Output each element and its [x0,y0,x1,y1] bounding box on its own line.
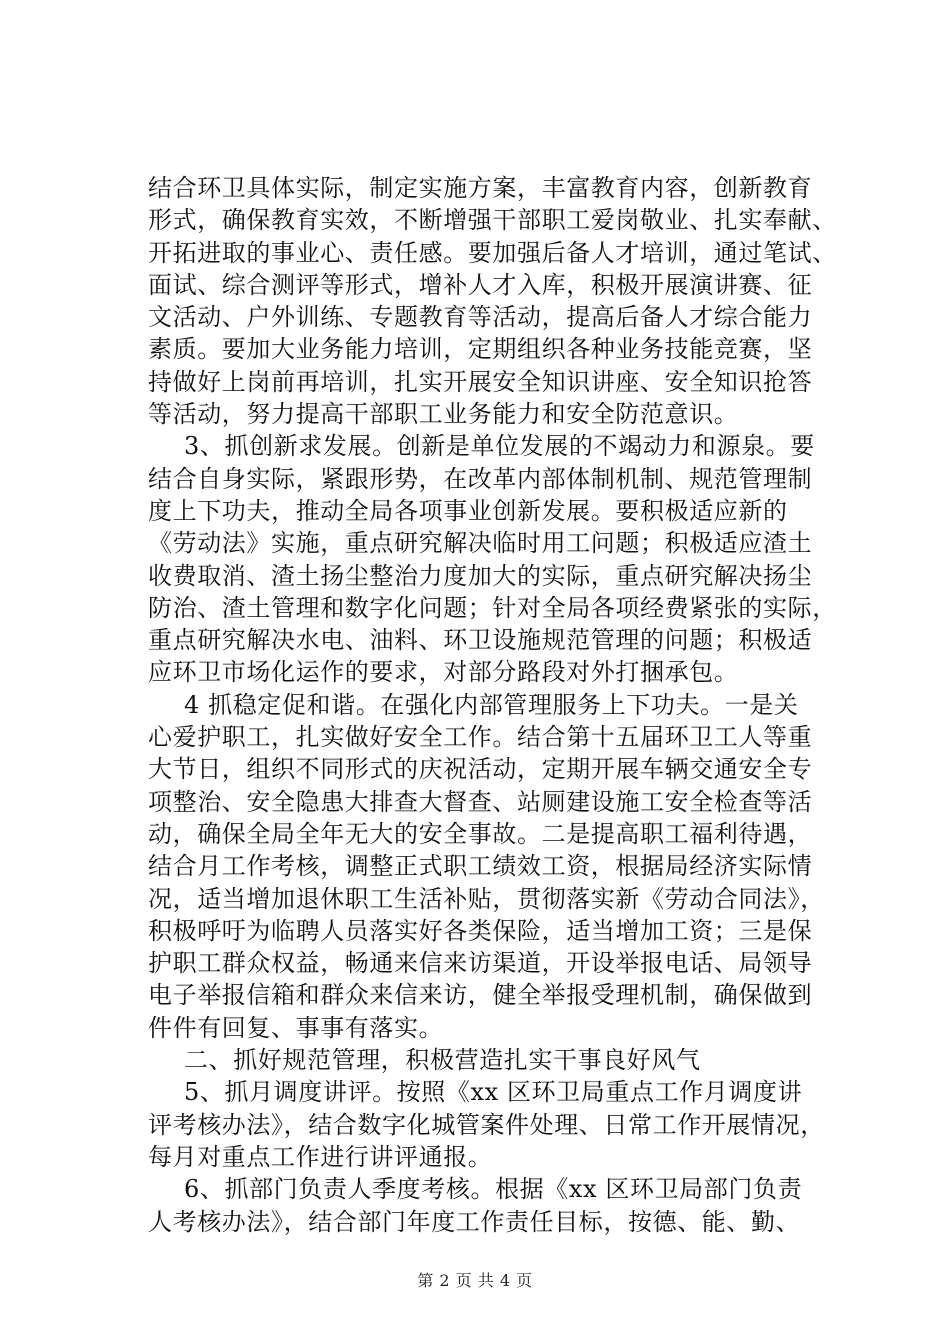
text-line: 每月对重点工作进行讲评通报。 [148,1142,493,1171]
text-line: 电子举报信箱和群众来信来访，健全举报受理机制，确保做到 [148,981,813,1010]
text-line: 5、抓月调度讲评。按照《xx 区环卫局重点工作月调度讲 [184,1078,803,1107]
text-line: 结合自身实际，紧跟形势，在改革内部体制机制、规范管理制 [148,464,813,493]
text-line: 二、抓好规范管理，积极营造扎实干事良好风气 [184,1046,701,1075]
text-line: 度上下功夫，推动全局各项事业创新发展。要积极适应新的 [148,496,788,525]
text-line: 6、抓部门负责人季度考核。根据《xx 区环卫局部门负责 [184,1175,803,1204]
document-body [148,172,837,1238]
text-line: 结合月工作考核，调整正式职工绩效工资，根据局经济实际情 [148,852,813,881]
text-line: 人考核办法》，结合部门年度工作责任目标，按德、能、勤、 [148,1207,801,1236]
text-line: 形式，确保教育实效，不断增强干部职工爱岗敬业、扎实奉献、 [148,206,837,235]
text-line: 4 抓稳定促和谐。在强化内部管理服务上下功夫。一是关 [184,690,799,719]
text-line: 项整治、安全隐患大排查大督查、站厕建设施工安全检查等活 [148,787,813,816]
text-line: 《劳动法》实施，重点研究解决临时用工问题；积极适应渣土 [148,529,813,558]
text-line: 积极呼吁为临聘人员落实好各类保险，适当增加工资；三是保 [148,916,813,945]
text-line: 重点研究解决水电、油料、环卫设施规范管理的问题；积极适 [148,626,813,655]
text-line: 护职工群众权益，畅通来信来访渠道，开设举报电话、局领导 [148,949,813,978]
text-line: 持做好上岗前再培训，扎实开展安全知识讲座、安全知识抢答 [148,367,813,396]
text-line: 心爱护职工，扎实做好安全工作。结合第十五届环卫工人等重 [148,723,813,752]
text-line: 况，适当增加退休职工生活补贴，贯彻落实新《劳动合同法》， [148,884,825,913]
text-line: 动，确保全局全年无大的安全事故。二是提高职工福利待遇， [148,819,813,848]
text-line: 件件有回复、事事有落实。 [148,1013,444,1042]
text-line: 防治、渣土管理和数字化问题；针对全局各项经费紧张的实际， [148,593,837,622]
text-line: 收费取消、渣土扬尘整治力度加大的实际，重点研究解决扬尘 [148,561,813,590]
text-line: 等活动，努力提高干部职工业务能力和安全防范意识。 [148,400,739,429]
text-line: 结合环卫具体实际，制定实施方案，丰富教育内容，创新教育 [148,174,813,202]
text-line: 开拓进取的事业心、责任感。要加强后备人才培训，通过笔试、 [148,238,837,267]
page-number-footer: 第 2 页 共 4 页 [417,1271,533,1290]
text-line: 文活动、户外训练、专题教育等活动，提高后备人才综合能力 [148,303,813,332]
text-line: 素质。要加大业务能力培训，定期组织各种业务技能竞赛，坚 [148,335,813,364]
text-line: 大节日，组织不同形式的庆祝活动，定期开展车辆交通安全专 [148,755,813,784]
text-line: 评考核办法》，结合数字化城管案件处理、日常工作开展情况， [148,1110,825,1139]
text-line: 应环卫市场化运作的要求，对部分路段对外打捆承包。 [148,658,739,687]
text-line: 3、抓创新求发展。创新是单位发展的不竭动力和源泉。要 [184,432,815,461]
text-line: 面试、综合测评等形式，增补人才入库，积极开展演讲赛、征 [148,270,813,299]
